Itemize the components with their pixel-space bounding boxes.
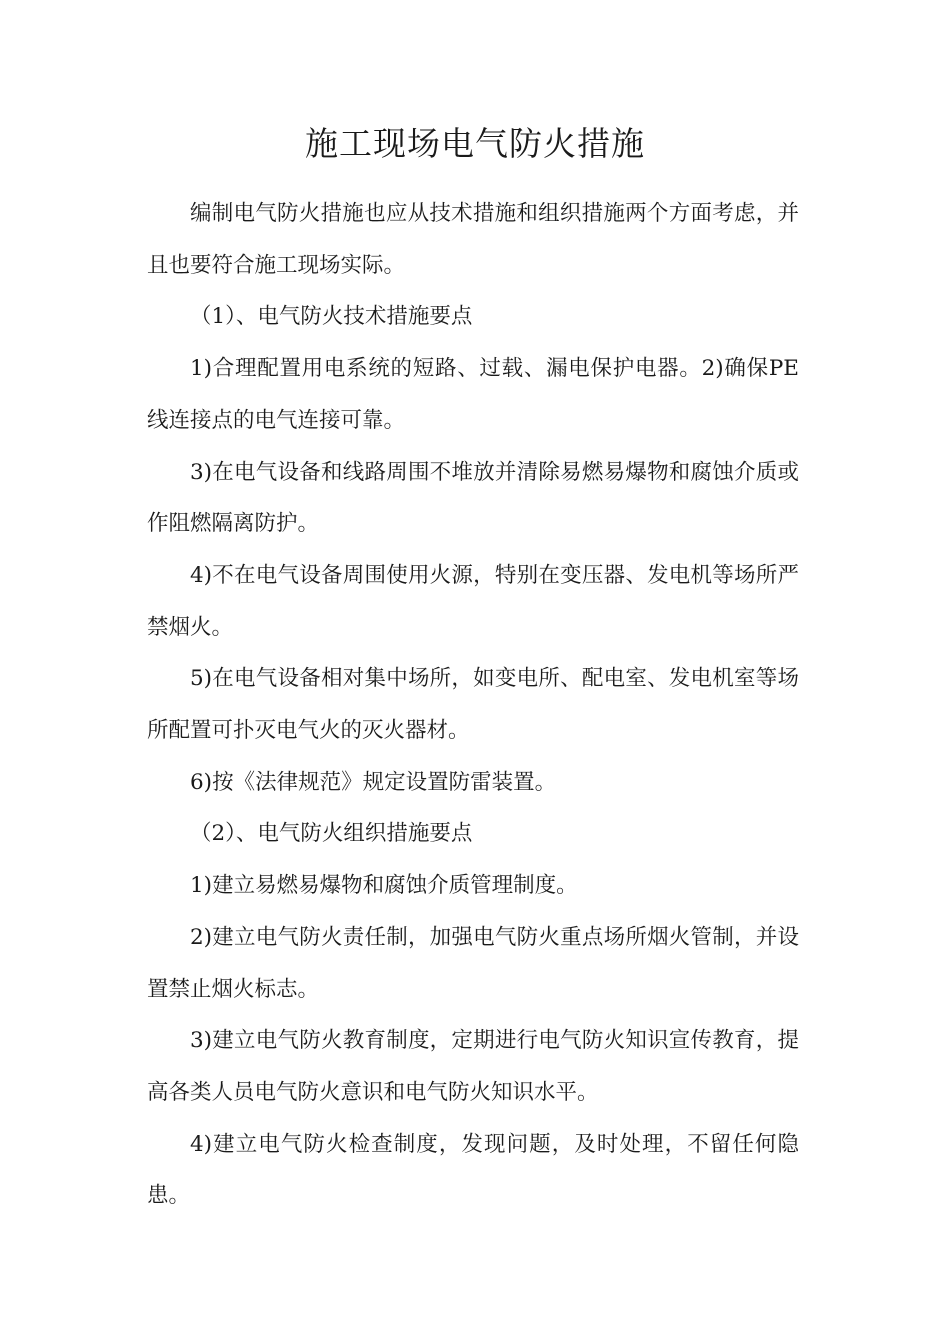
paragraph-organizational-2: 2)建立电气防火责任制，加强电气防火重点场所烟火管制，并设置禁止烟火标志。 xyxy=(147,924,799,1002)
document-body xyxy=(147,188,799,1222)
paragraph-organizational-4: 4)建立电气防火检查制度，发现问题，及时处理，不留任何隐患。 xyxy=(147,1131,799,1209)
paragraph-technical-3: 3)在电气设备和线路周围不堆放并清除易燃易爆物和腐蚀介质或作阻燃隔离防护。 xyxy=(147,459,799,537)
paragraph-organizational-3: 3)建立电气防火教育制度，定期进行电气防火知识宣传教育，提高各类人员电气防火意识和电气防火知识水平。 xyxy=(147,1028,799,1105)
paragraph-technical-6: 6)按《法律规范》规定设置防雷装置。 xyxy=(190,769,557,795)
paragraph-technical-4: 4)不在电气设备周围使用火源，特别在变压器、发电机等场所严禁烟火。 xyxy=(147,562,799,640)
paragraph-organizational-1: 1)建立易燃易爆物和腐蚀介质管理制度。 xyxy=(190,873,578,899)
paragraph-technical-5: 5)在电气设备相对集中场所，如变电所、配电室、发电机室等场所配置可扑灭电气火的灭火器材。 xyxy=(147,666,799,744)
section-heading-technical: （1）、电气防火技术措施要点 xyxy=(190,304,473,330)
paragraph-intro: 编制电气防火措施也应从技术措施和组织措施两个方面考虑，并且也要符合施工现场实际。 xyxy=(147,201,799,278)
paragraph-technical-1-2: 1)合理配置用电系统的短路、过载、漏电保护电器。2)确保PE线连接点的电气连接可靠。 xyxy=(147,356,799,433)
document-title: 施工现场电气防火措施 xyxy=(305,124,645,163)
section-heading-organizational: （2）、电气防火组织措施要点 xyxy=(190,821,473,847)
